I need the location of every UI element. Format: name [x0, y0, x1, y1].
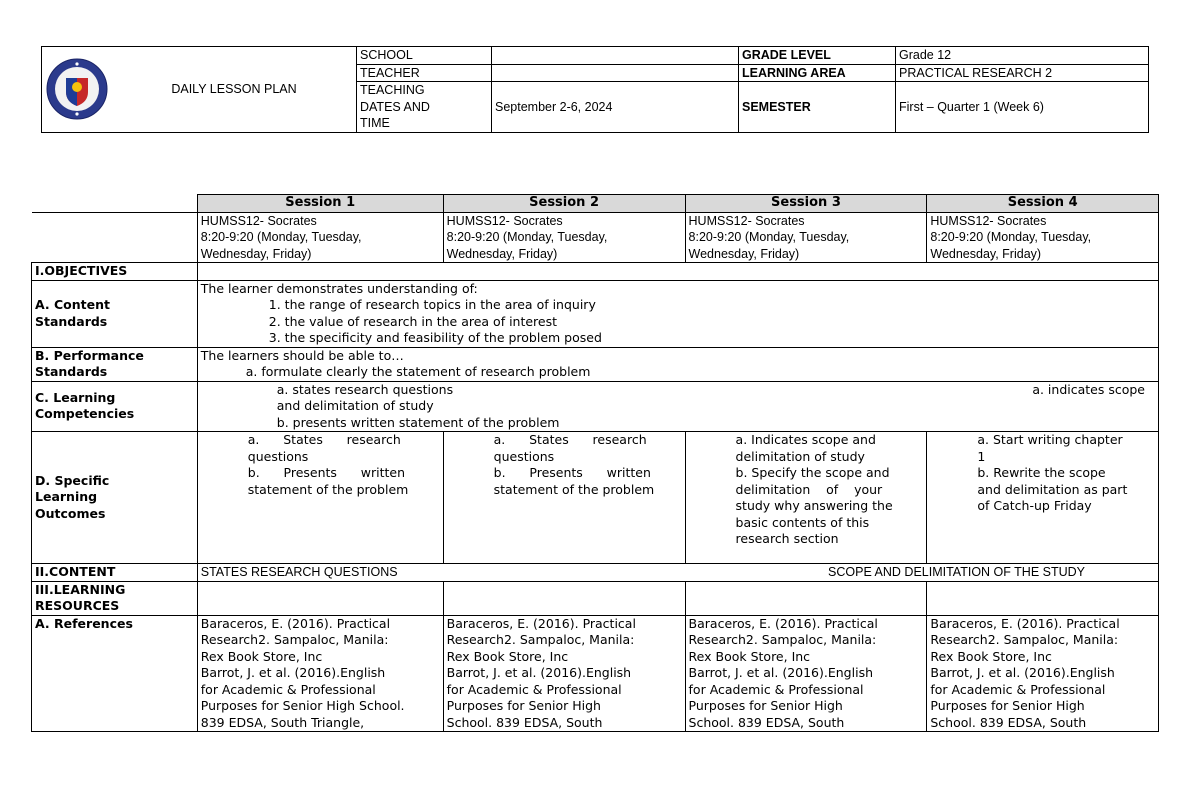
- class-days: Wednesday, Friday): [200, 246, 312, 261]
- reference-line: Research2. Sampaloc, Manila:: [930, 632, 1119, 647]
- header-table: [41, 46, 1149, 133]
- outcome-line: b. Presents written: [247, 465, 406, 480]
- content-standards-text: [197, 280, 1158, 347]
- session-header: Session 4: [927, 195, 1159, 213]
- reference-line: Baraceros, E. (2016). Practical: [688, 615, 878, 631]
- label-line: III.LEARNING: [35, 581, 126, 597]
- grade-level-label: GRADE LEVEL: [739, 47, 896, 65]
- session-class-info: [197, 212, 443, 263]
- outcomes-session-4: [927, 432, 1159, 564]
- resources-blank: [927, 581, 1159, 615]
- reference-line: Purposes for Senior High: [446, 698, 601, 713]
- performance-standards-text: [197, 347, 1158, 381]
- content-standards-intro: The learner demonstrates understanding of:: [200, 280, 478, 296]
- reference-line: Rex Book Store, Inc: [446, 648, 569, 664]
- label-line: D. Specific: [35, 472, 110, 488]
- learning-area-label: LEARNING AREA: [739, 64, 896, 82]
- outcome-line: questions: [247, 448, 309, 464]
- class-schedule: 8:20-9:20 (Monday, Tuesday,: [200, 230, 362, 244]
- outcome-line: statement of the problem: [493, 481, 655, 497]
- outcome-line: delimitation of your: [735, 481, 883, 497]
- reference-line: Barrot, J. et al. (2016).English: [688, 665, 873, 680]
- teacher-value: [492, 64, 739, 82]
- content-standards-item: 1. the range of research topics in the area of inquiry: [268, 297, 596, 312]
- outcomes-session-3: [685, 432, 927, 564]
- outcome-line: and delimitation as part: [977, 481, 1128, 497]
- competency-row: [201, 382, 1155, 399]
- reference-line: School. 839 EDSA, South: [688, 714, 845, 730]
- reference-line: for Academic & Professional: [688, 681, 864, 697]
- reference-line: 839 EDSA, South Triangle,: [200, 714, 365, 730]
- learning-area-value: PRACTICAL RESEARCH 2: [896, 64, 1149, 82]
- references-session-1: [197, 615, 443, 732]
- objectives-blank: [197, 263, 1158, 281]
- reference-line: School. 839 EDSA, South: [930, 714, 1087, 730]
- semester-label: SEMESTER: [739, 82, 896, 133]
- content-topics: [197, 564, 1158, 582]
- references-session-2: [443, 615, 685, 732]
- lesson-plan-table: [31, 194, 1159, 732]
- outcome-line: basic contents of this: [735, 514, 870, 530]
- learning-competencies-label: [32, 381, 198, 432]
- teaching-dates-label-line: TEACHING: [360, 83, 425, 97]
- reference-line: Purposes for Senior High School.: [200, 698, 405, 713]
- reference-line: Rex Book Store, Inc: [200, 648, 323, 664]
- content-topic-left: STATES RESEARCH QUESTIONS: [200, 565, 398, 579]
- class-section: HUMSS12- Socrates: [688, 213, 805, 228]
- session-header: Session 1: [197, 195, 443, 213]
- class-days: Wednesday, Friday): [688, 246, 800, 261]
- reference-line: for Academic & Professional: [200, 681, 376, 697]
- outcome-line: a. Start writing chapter: [977, 432, 1123, 447]
- reference-line: Baraceros, E. (2016). Practical: [446, 615, 636, 631]
- objectives-label: I.OBJECTIVES: [32, 263, 198, 281]
- label-line: Standards: [35, 364, 108, 379]
- class-schedule: 8:20-9:20 (Monday, Tuesday,: [446, 230, 608, 244]
- label-line: Competencies: [35, 406, 135, 422]
- class-section: HUMSS12- Socrates: [930, 213, 1047, 228]
- corner-cell: [32, 212, 198, 263]
- session-class-info: [443, 212, 685, 263]
- competency-item: a. states research questions: [276, 381, 454, 397]
- label-line: Learning: [35, 489, 98, 505]
- reference-line: Baraceros, E. (2016). Practical: [200, 615, 391, 631]
- performance-standards-label: [32, 347, 198, 381]
- outcome-line: a. Indicates scope and: [735, 432, 876, 447]
- reference-line: for Academic & Professional: [930, 681, 1106, 697]
- reference-line: Barrot, J. et al. (2016).English: [446, 665, 632, 680]
- competency-item: and delimitation of study: [276, 398, 434, 413]
- reference-line: Purposes for Senior High: [930, 698, 1085, 713]
- corner-cell: [32, 195, 198, 213]
- outcomes-session-1: [197, 432, 443, 564]
- reference-line: School. 839 EDSA, South: [446, 714, 603, 730]
- outcome-line: questions: [493, 448, 555, 464]
- references-session-4: [927, 615, 1159, 732]
- performance-standards-item: a. formulate clearly the statement of research problem: [245, 364, 591, 379]
- competency-item: b. presents written statement of the problem: [276, 414, 560, 430]
- outcome-line: b. Presents written: [493, 465, 651, 480]
- reference-line: Rex Book Store, Inc: [930, 648, 1052, 664]
- class-days: Wednesday, Friday): [446, 246, 558, 261]
- outcome-line: a. States research: [247, 432, 401, 447]
- content-topic-right: SCOPE AND DELIMITATION OF THE STUDY: [828, 565, 1085, 579]
- label-line: Standards: [35, 313, 108, 329]
- reference-line: Baraceros, E. (2016). Practical: [930, 615, 1120, 631]
- class-section: HUMSS12- Socrates: [200, 213, 317, 228]
- learning-resources-label: [32, 581, 198, 615]
- resources-blank: [197, 581, 443, 615]
- class-section: HUMSS12- Socrates: [446, 213, 563, 228]
- document-title: DAILY LESSON PLAN: [112, 47, 357, 133]
- resources-blank: [443, 581, 685, 615]
- reference-line: Barrot, J. et al. (2016).English: [200, 665, 386, 680]
- teaching-dates-label-line: DATES AND: [360, 99, 430, 114]
- outcome-line: of Catch-up Friday: [977, 498, 1092, 513]
- semester-value: First – Quarter 1 (Week 6): [896, 82, 1149, 133]
- label-line: Outcomes: [35, 505, 106, 521]
- label-line: A. Content: [35, 297, 110, 312]
- label-line: B. Performance: [35, 347, 144, 363]
- class-schedule: 8:20-9:20 (Monday, Tuesday,: [688, 230, 850, 244]
- label-line: C. Learning: [35, 389, 116, 405]
- deped-seal-logo: [44, 56, 110, 122]
- reference-line: for Academic & Professional: [446, 681, 622, 697]
- outcome-line: a. States research: [493, 432, 647, 447]
- class-schedule: 8:20-9:20 (Monday, Tuesday,: [930, 230, 1092, 244]
- references-session-3: [685, 615, 927, 732]
- school-value: [492, 47, 739, 65]
- reference-line: Purposes for Senior High: [688, 698, 843, 713]
- session-header: Session 2: [443, 195, 685, 213]
- logo-cell: [42, 47, 113, 133]
- outcome-line: statement of the problem: [247, 481, 409, 497]
- outcome-line: 1: [977, 448, 986, 464]
- teaching-dates-value: September 2-6, 2024: [492, 82, 739, 133]
- performance-standards-intro: The learners should be able to…: [200, 347, 404, 363]
- content-topics-row: [201, 564, 1155, 581]
- teaching-dates-label: [357, 82, 492, 133]
- session-header: Session 3: [685, 195, 927, 213]
- outcome-line: delimitation of study: [735, 448, 865, 464]
- content-label: II.CONTENT: [32, 564, 198, 582]
- resources-blank: [685, 581, 927, 615]
- school-label: SCHOOL: [357, 47, 492, 65]
- label-line: RESOURCES: [35, 598, 120, 613]
- competency-item-right: a. indicates scope: [1032, 381, 1145, 397]
- outcome-line: research section: [735, 531, 839, 546]
- class-days: Wednesday, Friday): [930, 246, 1042, 261]
- reference-line: Barrot, J. et al. (2016).English: [930, 665, 1115, 680]
- outcome-line: b. Specify the scope and: [735, 465, 890, 480]
- session-class-info: [685, 212, 927, 263]
- reference-line: Research2. Sampaloc, Manila:: [688, 632, 877, 647]
- reference-line: Rex Book Store, Inc: [688, 648, 811, 664]
- session-class-info: [927, 212, 1159, 263]
- outcome-line: study why answering the: [735, 498, 893, 513]
- outcomes-session-2: [443, 432, 685, 564]
- content-standards-label: [32, 280, 198, 347]
- content-standards-item: 2. the value of research in the area of interest: [268, 313, 558, 329]
- reference-line: Research2. Sampaloc, Manila:: [200, 632, 389, 647]
- outcome-line: b. Rewrite the scope: [977, 465, 1106, 480]
- grade-level-value: Grade 12: [896, 47, 1149, 65]
- learning-competencies-text: [197, 381, 1158, 432]
- references-label: A. References: [32, 615, 198, 732]
- reference-line: Research2. Sampaloc, Manila:: [446, 632, 635, 647]
- specific-outcomes-label: [32, 432, 198, 564]
- teaching-dates-label-line: TIME: [360, 116, 390, 130]
- teacher-label: TEACHER: [357, 64, 492, 82]
- content-standards-item: 3. the specificity and feasibility of the problem posed: [268, 330, 602, 345]
